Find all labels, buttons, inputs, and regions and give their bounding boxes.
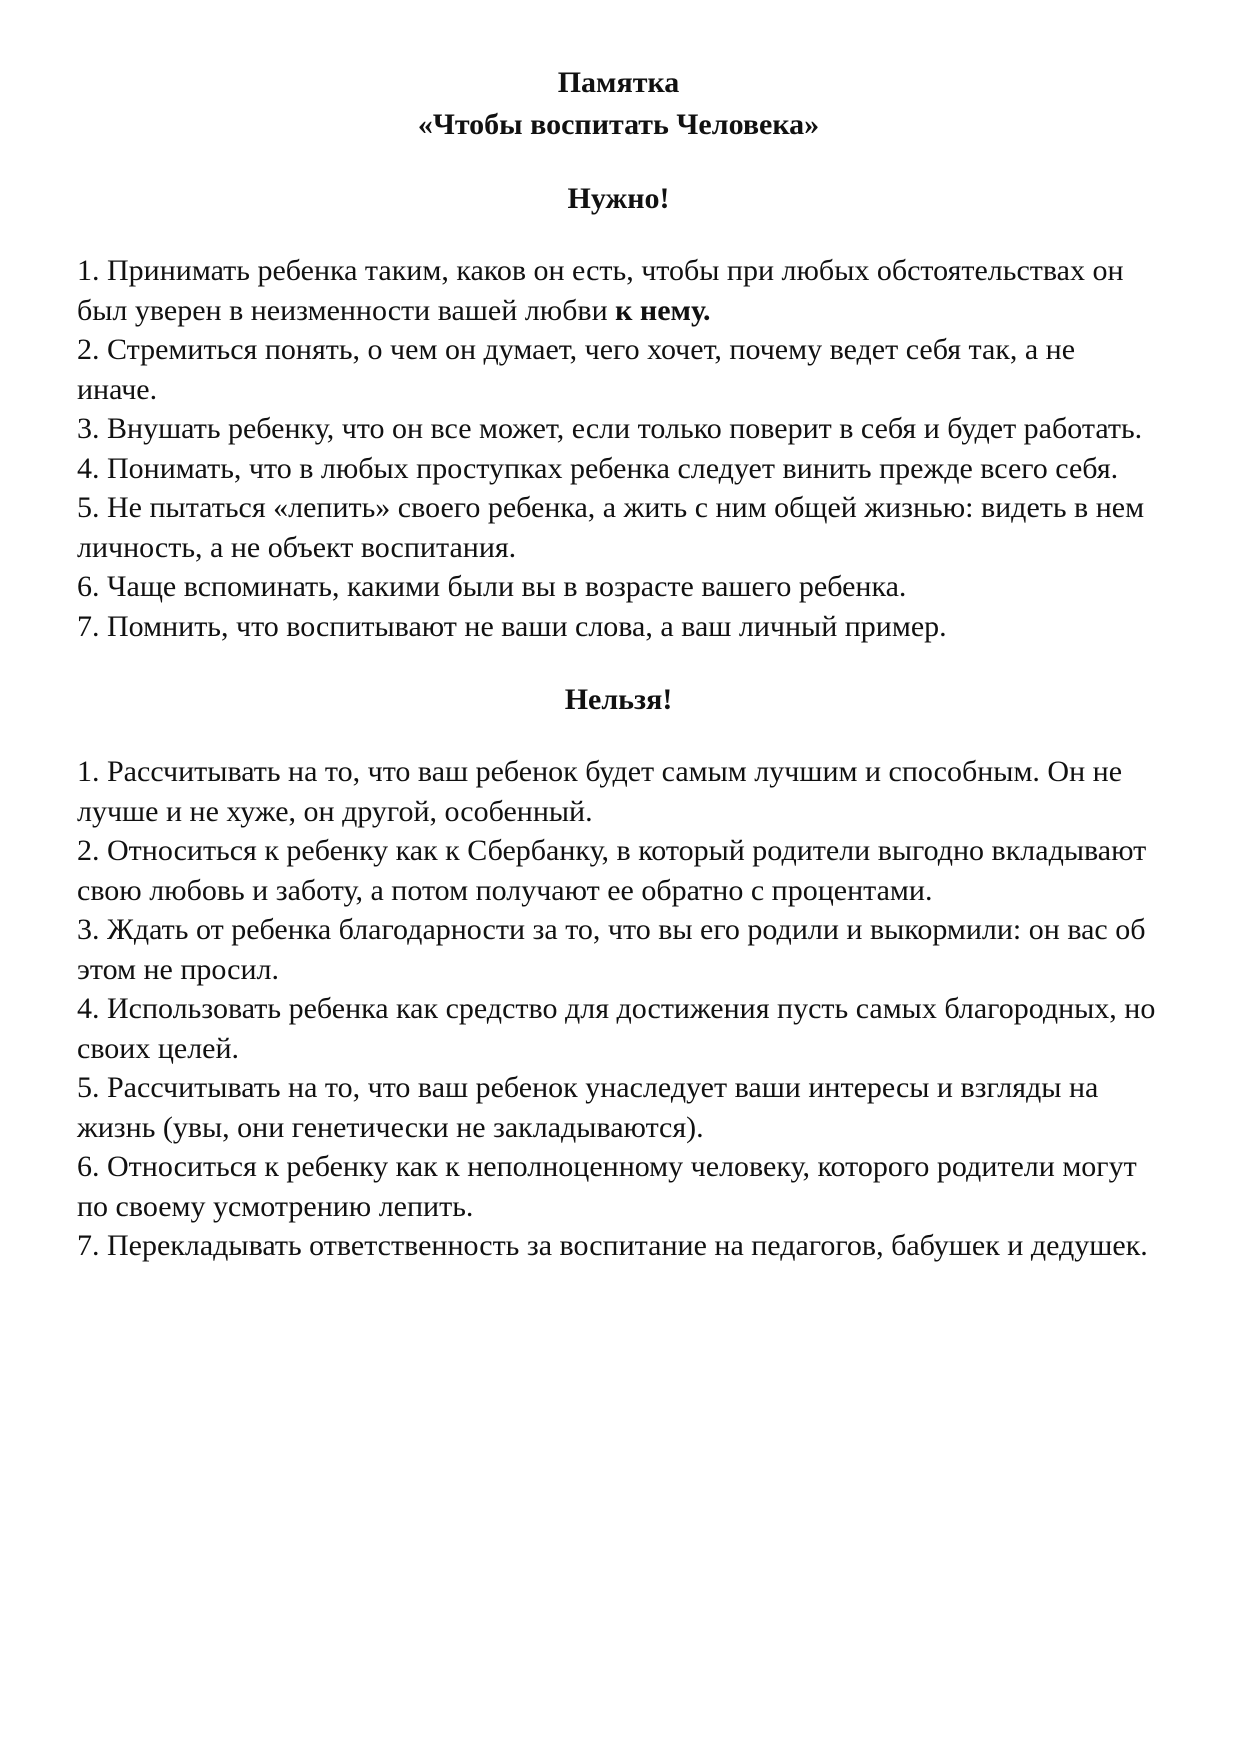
forbid-list [77,752,1160,1266]
list-item-text: 1. Принимать ребенка таким, каков он есть, чтобы при любых обстоятельствах он был уверен в неизменности вашей любви [77,254,1124,327]
list-item-bold-text: к нему. [615,293,711,327]
title-line-1: Памятка [557,66,680,99]
list-item: 6. Чаще вспоминать, какими были вы в возрасте вашего ребенка. [77,570,907,603]
need-list [77,251,1160,646]
list-item: 5. Рассчитывать на то, что ваш ребенок унаследует ваши интересы и взгляды на жизнь (увы, они генетически не закладываются). [77,1071,1099,1144]
list-item: 2. Стремиться понять, о чем он думает, чего хочет, почему ведет себя так, а не иначе. [77,333,1076,406]
list-item: 3. Ждать от ребенка благодарности за то, что вы его родили и выкормили: он вас об этом не просил. [77,913,1146,986]
list-item: 7. Перекладывать ответственность за воспитание на педагогов, бабушек и дедушек. [77,1229,1148,1262]
list-item: 4. Понимать, что в любых проступках ребенка следует винить прежде всего себя. [77,451,1119,485]
section-heading-forbid: Нельзя! [564,683,673,716]
list-item: 1. Рассчитывать на то, что ваш ребенок будет самым лучшим и способным. Он не лучше и не хуже, он другой, особенный. [77,755,1123,828]
title-line-2: «Чтобы воспитать Человека» [417,108,820,141]
list-item: 6. Относиться к ребенку как к неполноценному человеку, которого родители могут по своему усмотрению лепить. [77,1150,1137,1223]
list-item: 7. Помнить, что воспитывают не ваши слова, а ваш личный пример. [77,609,947,643]
list-item: 3. Внушать ребенку, что он все может, если только поверит в себя и будет работать. [77,412,1143,445]
list-item: 4. Использовать ребенка как средство для достижения пусть самых благородных, но своих целей. [77,992,1156,1065]
list-item: 5. Не пытаться «лепить» своего ребенка, а жить с ним общей жизнью: видеть в нем личность, а не объект воспитания. [77,491,1145,564]
document-title [77,62,1160,146]
list-item [77,251,1160,330]
list-item: 2. Относиться к ребенку как к Сбербанку, в который родители выгодно вкладывают свою любовь и заботу, а потом получают ее обратно с процентами. [77,834,1147,907]
section-heading-need: Нужно! [567,182,670,215]
